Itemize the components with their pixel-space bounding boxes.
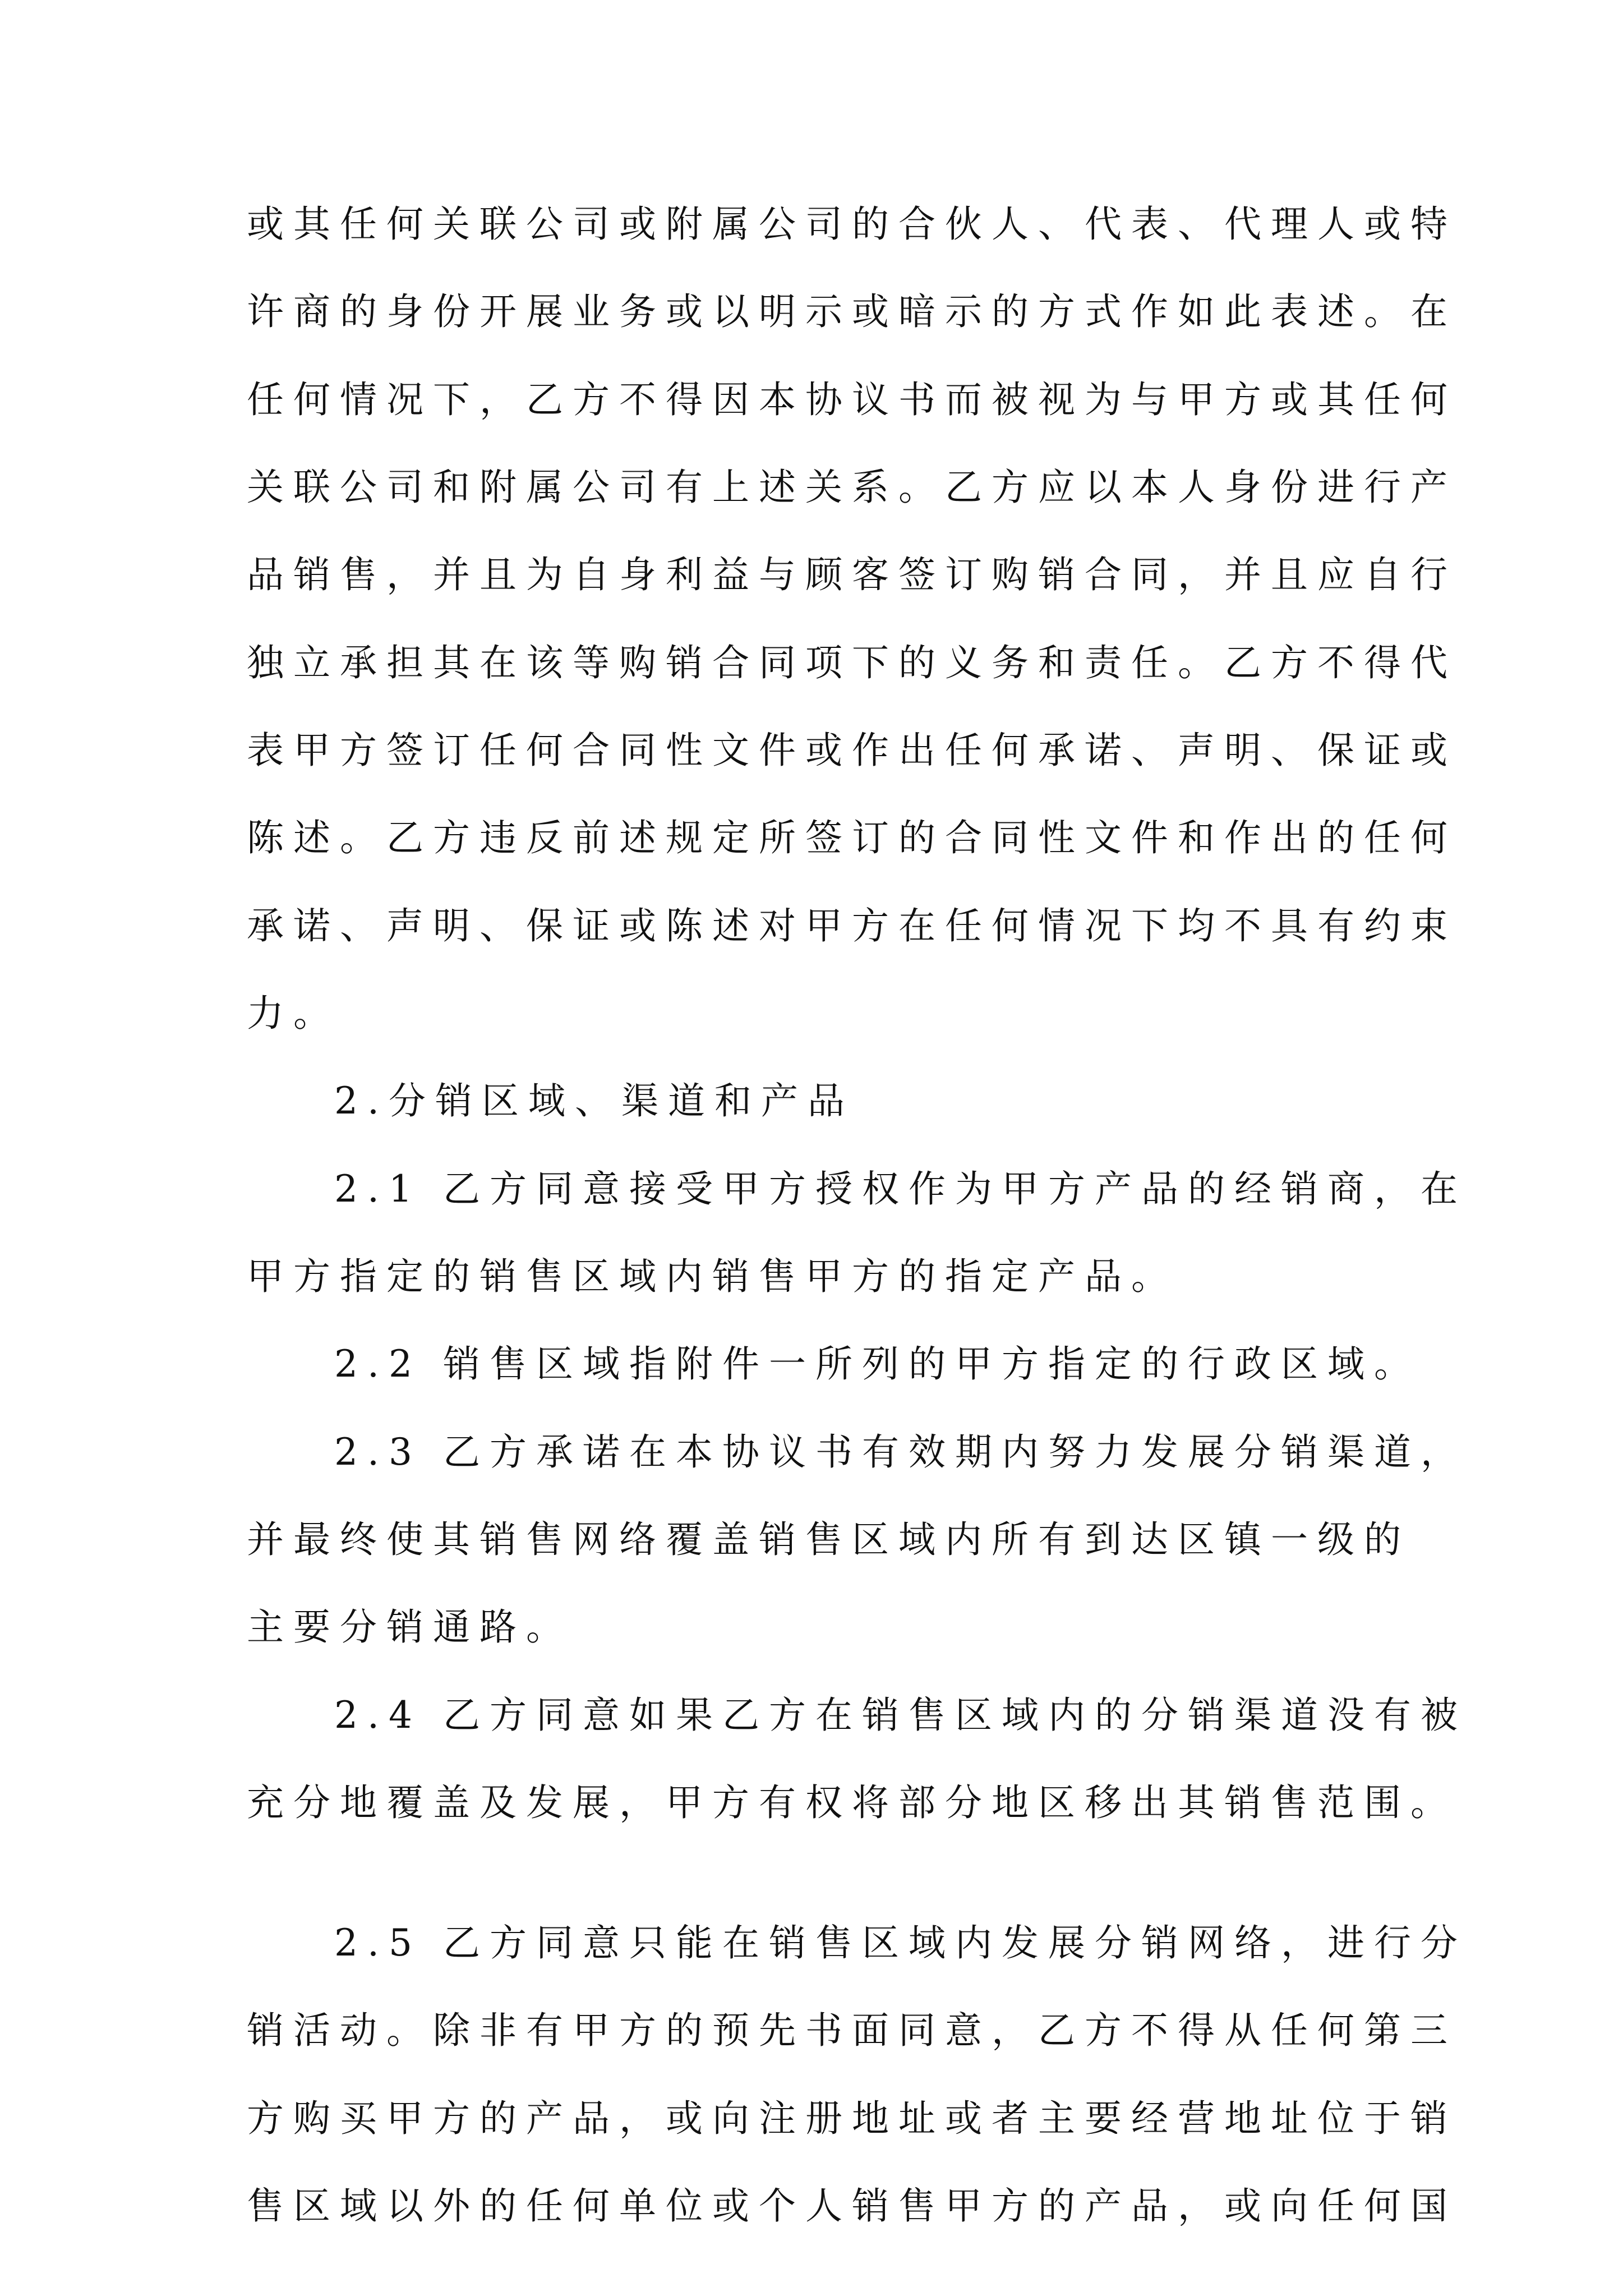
clause-2-2-line: 2.2 销售区域指附件一所列的甲方指定的行政区域。 [334,1342,1421,1386]
text-line: 表甲方签订任何合同性文件或作出任何承诺、声明、保证或 [247,729,1457,772]
clause-2-4-line: 充分地覆盖及发展，甲方有权将部分地区移出其销售范围。 [247,1781,1457,1824]
clause-2-5-line: 售区域以外的任何单位或个人销售甲方的产品，或向任何国 [247,2184,1457,2228]
text-line: 独立承担其在该等购销合同项下的义务和责任。乙方不得代 [247,641,1457,684]
clause-2-1-line: 2.1 乙方同意接受甲方授权作为甲方产品的经销商，在 [334,1167,1467,1211]
clause-2-3-line: 2.3 乙方承诺在本协议书有效期内努力发展分销渠道， [334,1430,1467,1474]
text-line: 许商的身份开展业务或以明示或暗示的方式作如此表述。在 [247,290,1457,333]
clause-2-4-line: 2.4 乙方同意如果乙方在销售区域内的分销渠道没有被 [334,1694,1467,1737]
clause-2-5-line: 销活动。除非有甲方的预先书面同意，乙方不得从任何第三 [247,2009,1457,2052]
text-line: 力。 [247,992,340,1035]
clause-2-3-line: 主要分销通路。 [247,1605,573,1649]
clause-2-3-line: 并最终使其销售网络覆盖销售区域内所有到达区镇一级的 [247,1518,1410,1561]
text-line: 陈述。乙方违反前述规定所签订的合同性文件和作出的任何 [247,816,1457,859]
clause-2-5-line: 方购买甲方的产品，或向注册地址或者主要经营地址位于销 [247,2097,1457,2140]
text-line: 关联公司和附属公司有上述关系。乙方应以本人身份进行产 [247,466,1457,509]
clause-2-1-line: 甲方指定的销售区域内销售甲方的指定产品。 [247,1255,1178,1298]
text-line: 承诺、声明、保证或陈述对甲方在任何情况下均不具有约束 [247,904,1457,947]
text-line: 任何情况下，乙方不得因本协议书而被视为与甲方或其任何 [247,378,1457,421]
section-heading: 2.分销区域、渠道和产品 [334,1079,854,1122]
text-line: 品销售，并且为自身利益与顾客签订购销合同，并且应自行 [247,553,1457,596]
clause-2-5-line: 2.5 乙方同意只能在销售区域内发展分销网络，进行分 [334,1921,1467,1964]
text-line: 或其任何关联公司或附属公司的合伙人、代表、代理人或特 [247,203,1457,246]
